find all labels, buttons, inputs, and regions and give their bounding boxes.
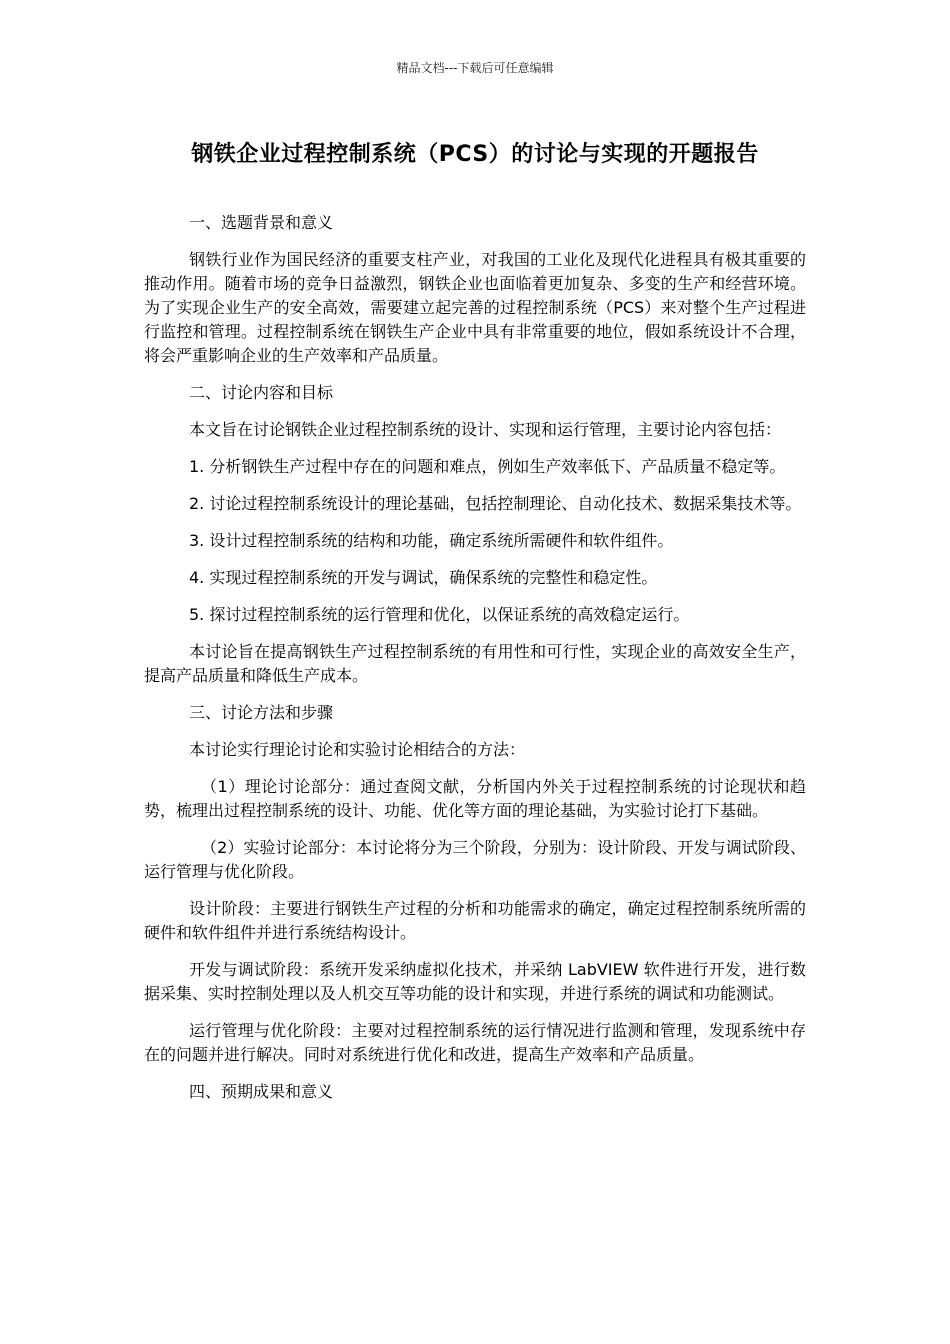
paragraph: 开发与调试阶段：系统开发采纳虚拟化技术，并采纳 LabVIEW 软件进行开发，进行数据采集、实时控制处理以及人机交互等功能的设计和实现，并进行系统的调试和功能测试。 — [144, 960, 806, 1003]
section-heading: 四、预期成果和意义 — [189, 1082, 334, 1101]
paragraph: （2）实验讨论部分：本讨论将分为三个阶段，分别为：设计阶段、开发与调试阶段、运行管理与优化阶段。 — [144, 838, 806, 881]
paragraph: 钢铁行业作为国民经济的重要支柱产业，对我国的工业化及现代化进程具有极其重要的推动作用。随着市场的竞争日益激烈，钢铁企业也面临着更加复杂、多变的生产和经营环境。为了实现企业生产的安全高效，需要建立起完善的过程控制系统（PCS）来对整个生产过程进行监控和管理。过程控制系统在钢铁生产企业中具有非常重要的地位，假如系统设计不合理，将会严重影响企业的生产效率和产品质量。 — [144, 250, 806, 365]
list-item: 1. 分析钢铁生产过程中存在的问题和难点，例如生产效率低下、产品质量不稳定等。 — [189, 457, 786, 476]
list-item: 4. 实现过程控制系统的开发与调试，确保系统的完整性和稳定性。 — [189, 568, 658, 587]
list-item: 2. 讨论过程控制系统设计的理论基础，包括控制理论、自动化技术、数据采集技术等。 — [189, 494, 802, 513]
paragraph: 本文旨在讨论钢铁企业过程控制系统的设计、实现和运行管理，主要讨论内容包括： — [189, 420, 782, 439]
document-body — [144, 211, 806, 1117]
list-item: 3. 设计过程控制系统的结构和功能，确定系统所需硬件和软件组件。 — [189, 531, 674, 550]
paragraph: 本讨论旨在提高钢铁生产过程控制系统的有用性和可行性，实现企业的高效安全生产，提高产品质量和降低生产成本。 — [144, 642, 806, 685]
paragraph: 设计阶段：主要进行钢铁生产过程的分析和功能需求的确定，确定过程控制系统所需的硬件和软件组件并进行系统结构设计。 — [144, 899, 806, 942]
list-item: 5. 探讨过程控制系统的运行管理和优化，以保证系统的高效稳定运行。 — [189, 605, 690, 624]
section-heading: 三、讨论方法和步骤 — [189, 703, 334, 722]
paragraph: 运行管理与优化阶段：主要对过程控制系统的运行情况进行监测和管理，发现系统中存在的问题并进行解决。同时对系统进行优化和改进，提高生产效率和产品质量。 — [144, 1021, 806, 1064]
document-title: 钢铁企业过程控制系统（PCS）的讨论与实现的开题报告 — [191, 142, 759, 167]
section-heading: 二、讨论内容和目标 — [189, 383, 334, 402]
paragraph: 本讨论实行理论讨论和实验讨论相结合的方法： — [189, 740, 526, 759]
paragraph: （1）理论讨论部分：通过查阅文献，分析国内外关于过程控制系统的讨论现状和趋势，梳理出过程控制系统的设计、功能、优化等方面的理论基础，为实验讨论打下基础。 — [144, 777, 806, 820]
section-heading: 一、选题背景和意义 — [189, 213, 334, 232]
page-header: 精品文档---下载后可任意编辑 — [396, 61, 554, 75]
